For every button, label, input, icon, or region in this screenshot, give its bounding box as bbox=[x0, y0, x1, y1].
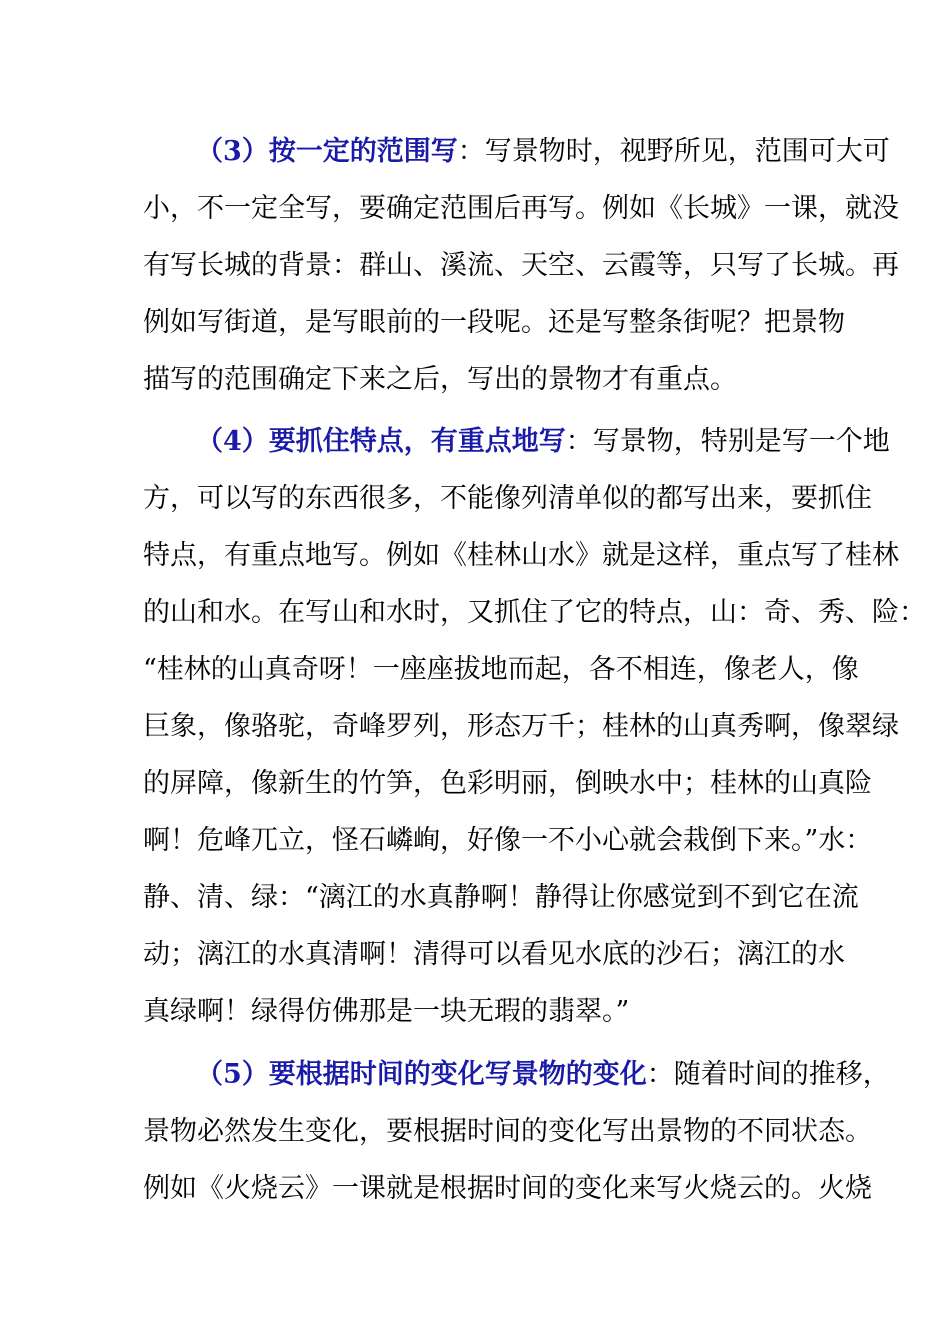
section-4-line-8: 啊！危峰兀立，怪石嶙峋，好像一不小心就会栽倒下来。”水： bbox=[143, 825, 873, 856]
section-5-line-3: 例如《火烧云》一课就是根据时间的变化来写火烧云的。火烧 bbox=[143, 1173, 872, 1204]
section-4-line-2: 方，可以写的东西很多，不能像列清单似的都写出来，要抓住 bbox=[143, 483, 872, 514]
section-3-line-2: 小，不一定全写，要确定范围后再写。例如《长城》一课，就没 bbox=[143, 193, 899, 224]
section-4-line-3: 特点，有重点地写。例如《桂林山水》就是这样，重点写了桂林 bbox=[143, 540, 899, 571]
section-4-line-10: 动；漓江的水真清啊！清得可以看见水底的沙石；漓江的水 bbox=[143, 939, 845, 970]
section-3-line-4: 例如写街道，是写眼前的一段呢。还是写整条街呢？把景物 bbox=[143, 307, 845, 338]
section-3-line-5: 描写的范围确定下来之后，写出的景物才有重点。 bbox=[143, 364, 737, 395]
section-4-line-6: 巨象，像骆驼，奇峰罗列，形态万千；桂林的山真秀啊，像翠绿 bbox=[143, 711, 899, 742]
section-4-line-9: 静、清、绿：“漓江的水真静啊！静得让你感觉到不到它在流 bbox=[143, 882, 859, 913]
section-5-heading: （5）要根据时间的变化写景物的变化 bbox=[196, 1059, 647, 1090]
section-5-line-1 bbox=[196, 1053, 890, 1097]
section-5-text: ：随着时间的推移， bbox=[646, 1059, 890, 1090]
section-4-text: ：写景物，特别是写一个地 bbox=[565, 426, 890, 457]
section-4-line-11: 真绿啊！绿得仿佛那是一块无瑕的翡翠。” bbox=[143, 996, 630, 1027]
section-4-line-7: 的屏障，像新生的竹笋，色彩明丽，倒映水中；桂林的山真险 bbox=[143, 768, 872, 799]
section-3-heading: （3）按一定的范围写 bbox=[196, 136, 458, 167]
section-4-line-4: 的山和水。在写山和水时，又抓住了它的特点，山：奇、秀、险： bbox=[143, 597, 926, 628]
section-5-line-2: 景物必然发生变化，要根据时间的变化写出景物的不同状态。 bbox=[143, 1116, 872, 1147]
section-4-heading: （4）要抓住特点，有重点地写 bbox=[196, 426, 566, 457]
section-3-line-3: 有写长城的背景：群山、溪流、天空、云霞等，只写了长城。再 bbox=[143, 250, 899, 281]
section-4-line-1 bbox=[196, 420, 890, 464]
section-3-text: ：写景物时，视野所见，范围可大可 bbox=[457, 136, 890, 167]
section-3-line-1 bbox=[196, 130, 890, 174]
section-4-line-5: “桂林的山真奇呀！一座座拔地而起，各不相连，像老人，像 bbox=[143, 654, 859, 685]
